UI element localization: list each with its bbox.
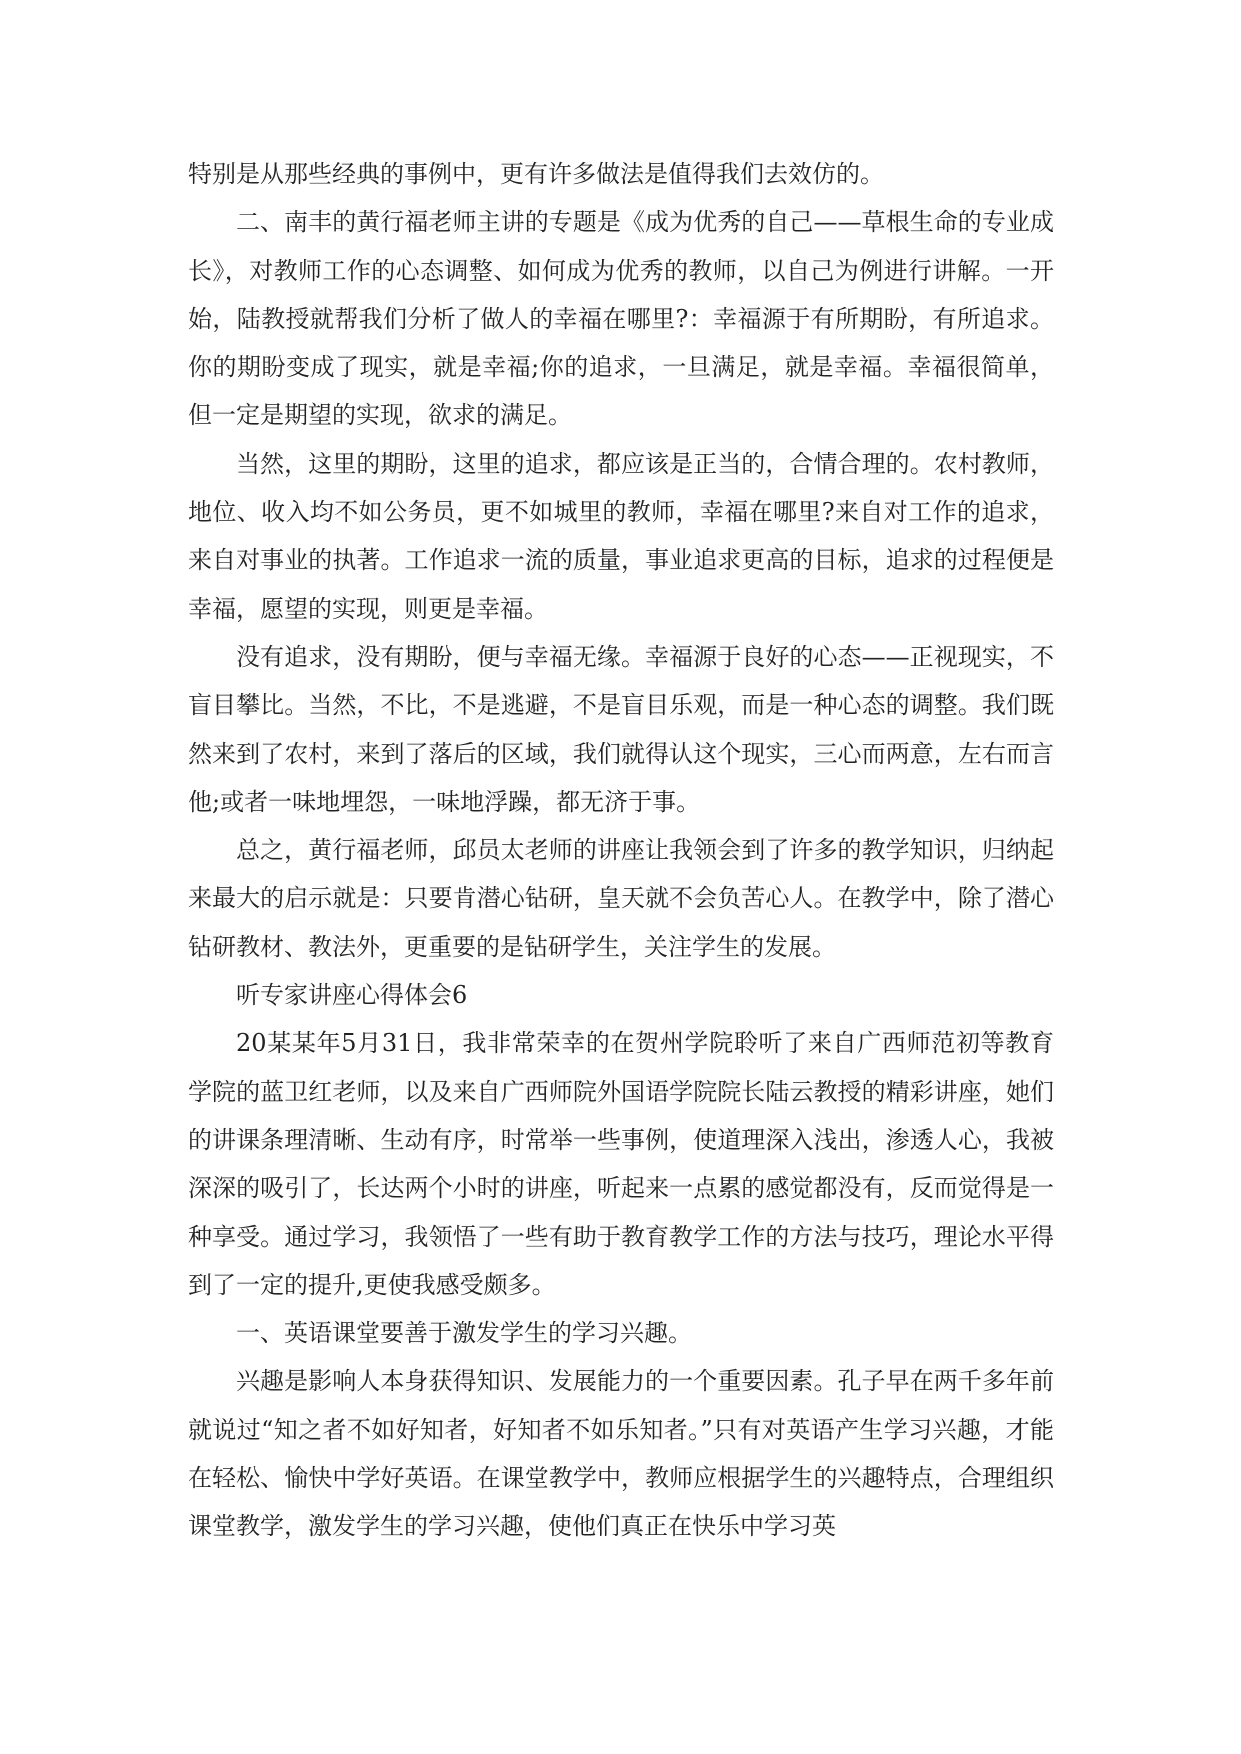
- paragraph-3: 当然，这里的期盼，这里的追求，都应该是正当的，合情合理的。农村教师，地位、收入均不如公务员，更不如城里的教师，幸福在哪里?来自对工作的追求，来自对事业的执著。工作追求一流的质量，事业追求更高的目标，追求的过程便是幸福，愿望的实现，则更是幸福。: [188, 449, 1054, 623]
- paragraph-6: 20某某年5月31日，我非常荣幸的在贺州学院聆听了来自广西师范初等教育学院的蓝卫红老师，以及来自广西师院外国语学院院长陆云教授的精彩讲座，她们的讲课条理清晰、生动有序，时常举一些事例，使道理深入浅出，渗透人心，我被深深的吸引了，长达两个小时的讲座，听起来一点累的感觉都没有，反而觉得是一种享受。通过学习，我领悟了一些有助于教育教学工作的方法与技巧，理论水平得到了一定的提升,更使我感受颇多。: [188, 1029, 1054, 1299]
- paragraph-7: 兴趣是影响人本身获得知识、发展能力的一个重要因素。孔子早在两千多年前就说过“知之者不如好知者，好知者不如乐知者。”只有对英语产生学习兴趣，才能在轻松、愉快中学好英语。在课堂教学中，教师应根据学生的兴趣特点，合理组织课堂教学，激发学生的学习兴趣，使他们真正在快乐中学习英: [188, 1367, 1054, 1541]
- paragraph-4: 没有追求，没有期盼，便与幸福无缘。幸福源于良好的心态——正视现实，不盲目攀比。当然，不比，不是逃避，不是盲目乐观，而是一种心态的调整。我们既然来到了农村，来到了落后的区域，我们就得认这个现实，三心而两意，左右而言他;或者一味地埋怨，一味地浮躁，都无济于事。: [188, 642, 1054, 816]
- paragraph-2: 二、南丰的黄行福老师主讲的专题是《成为优秀的自己——草根生命的专业成长》，对教师工作的心态调整、如何成为优秀的教师，以自己为例进行讲解。一开始，陆教授就帮我们分析了做人的幸福在哪里?：幸福源于有所期盼，有所追求。你的期盼变成了现实，就是幸福;你的追求，一旦满足，就是幸福。幸福很简单，但一定是期望的实现，欲求的满足。: [188, 208, 1054, 430]
- subsection-title: 一、英语课堂要善于激发学生的学习兴趣。: [236, 1319, 692, 1348]
- paragraph-5: 总之，黄行福老师，邱员太老师的讲座让我领会到了许多的教学知识，归纳起来最大的启示就是：只要肯潜心钻研，皇天就不会负苦心人。在教学中，除了潜心钻研教材、教法外，更重要的是钻研学生，关注学生的发展。: [188, 836, 1054, 961]
- section-title: 听专家讲座心得体会6: [236, 981, 468, 1010]
- paragraph-1: 特别是从那些经典的事例中，更有许多做法是值得我们去效仿的。: [188, 160, 884, 188]
- document-body: [188, 150, 1054, 1551]
